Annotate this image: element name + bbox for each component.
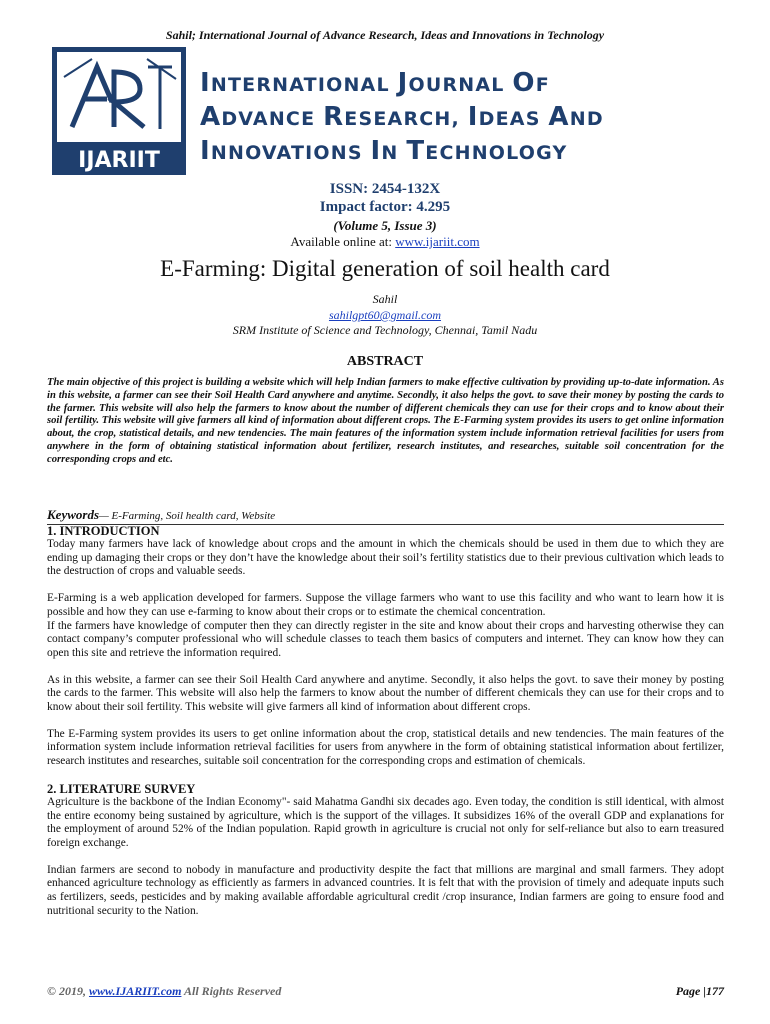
ijariit-logo xyxy=(52,47,186,175)
copyright-prefix: © 2019, xyxy=(47,984,89,998)
copyright-suffix: All Rights Reserved xyxy=(181,984,282,998)
cap-letter: I xyxy=(370,136,382,166)
cap-letter: A xyxy=(200,102,222,132)
paragraph: Today many farmers have lack of knowledge about crops and the amount in which the chemicals should be used in them due to which they are ending up damaging their crops or they don’t have the knowledge about their soil’s fertility statistics due to their previous cultivation which leads to the destruction of crops and valuable seeds. xyxy=(47,538,724,578)
volume-issue: (Volume 5, Issue 3) xyxy=(333,218,437,233)
journal-name xyxy=(200,66,700,168)
word-rest: ECHNOLOGY xyxy=(425,142,568,164)
word-rest: ND xyxy=(569,108,604,130)
keywords-label: Keywords xyxy=(47,507,99,522)
author-email-link[interactable]: sahilgpt60@gmail.com xyxy=(328,308,442,322)
cap-letter: I xyxy=(467,102,479,132)
keywords xyxy=(47,507,724,525)
paragraph: Agriculture is the backbone of the Indian Economy"- said Mahatma Gandhi six decades ago. Even today, the condition is still identical, with almost the entire economy being sustained by agriculture, which is the support of the villages. It subsidizes 16% of the overall GDP and explanations for the employment of around 52% of the Indian population. Rapid growth in agriculture is crucial not only for self-reliance but also to earn treasured foreign exchange. xyxy=(47,795,724,849)
author-name: Sahil xyxy=(372,292,398,306)
impact-factor: Impact factor: 4.295 xyxy=(319,199,451,215)
abstract-heading: ABSTRACT xyxy=(346,354,424,369)
journal-name-line-2 xyxy=(200,100,700,134)
journal-name-line-1 xyxy=(200,66,700,100)
cap-letter: A xyxy=(548,102,570,132)
abstract-text: The main objective of this project is building a website which will help Indian farmers to make effective cultivation by providing up-to-date information. As in this website, a farmer can see their Soil Health Card anywhere and anytime. Secondly, it also helps the govt. to save their money by posting the cards to the farmer. This website will also help the farmers to know about the number of different chemicals they can use for their crops and to know about their soil fertility. This website will give farmers all kind of information about different crops. The E-Farming system provides its users to get online information about, the crop, statistical details, and new tendencies. The main features of the information system include information retrieval facilities for users from anywhere in the form of obtaining statistical information about fertilizer, research institutes, and researches, suitable soil concentration for the corresponding crops and etc. xyxy=(47,377,724,465)
section-heading-introduction: 1. INTRODUCTION xyxy=(47,524,160,538)
available-prefix: Available online at: xyxy=(290,234,396,249)
word-rest: DVANCE xyxy=(221,108,324,130)
copyright xyxy=(47,984,281,998)
page-footer xyxy=(47,984,724,999)
word-rest: F xyxy=(535,74,550,96)
paragraph: As in this website, a farmer can see their Soil Health Card anywhere and anytime. Secondly, it also helps the govt. to save their money by posting the cards to the farmer. This website will also help the farmers to know about the number of different chemicals they can use for their crops and to know about their soil fertility. This website will give farmers all kind of information about different crops. xyxy=(47,673,724,714)
author-affiliation: SRM Institute of Science and Technology, Chennai, Tamil Nadu xyxy=(232,323,538,337)
body-content xyxy=(47,524,724,918)
cap-letter: O xyxy=(512,68,536,98)
word-rest: NTERNATIONAL xyxy=(210,74,398,96)
word-rest: N xyxy=(381,142,407,164)
paper-title: E-Farming: Digital generation of soil health card xyxy=(160,256,610,281)
word-rest: OURNAL xyxy=(408,74,513,96)
section-heading-literature-survey: 2. LITERATURE SURVEY xyxy=(47,781,196,796)
cap-letter: T xyxy=(406,136,426,166)
author-email xyxy=(0,308,770,323)
paragraph: E-Farming is a web application developed for farmers. Suppose the village farmers who want to use this facility and who want to learn how it is possible and how they can use e-farming to know about their crops or to estimate the chemical concentration. xyxy=(47,592,724,618)
journal-website-link[interactable]: www.ijariit.com xyxy=(395,234,480,249)
journal-name-line-3 xyxy=(200,134,700,168)
footer-website-link[interactable]: www.IJARIIT.com xyxy=(88,984,182,998)
issn: ISSN: 2454-132X xyxy=(329,181,441,197)
word-rest: ESEARCH, xyxy=(344,108,468,130)
cap-letter: I xyxy=(200,68,211,98)
paragraph: Indian farmers are second to nobody in manufacture and productivity despite the fact that millions are marginal and small farmers. They adopt enhanced agriculture technology as efficiently as farmers in advanced countries. It is felt that with the provision of timely and adequate inputs such as fertilizers, seeds, pesticides and by making available affordable agricultural credit /crop insurance, Indian farmers are going to ensure food and nutritional security to the Nation. xyxy=(47,863,724,917)
running-head: Sahil; International Journal of Advance Research, Ideas and Innovations in Technology xyxy=(165,28,605,42)
word-rest: DEAS xyxy=(478,108,549,130)
page-number: Page |177 xyxy=(675,984,724,998)
cap-letter: J xyxy=(397,68,409,98)
paragraph: If the farmers have knowledge of computer then they can directly register in the site and know about their crops and harvesting otherwise they can contact company’s computer professional who will schedule classes to teach them basics of computers and internet. They can know how they can open this site and retrieve the information required. xyxy=(47,619,724,659)
paragraph: The E-Farming system provides its users to get online information about the crop, statistical details and new tendencies. The main features of the information system include information retrieval facilities for users from anywhere in the form of obtaining statistical information about fertilizer, research institutes and researches, suitable soil concentration for the corresponding crops and estimation of chemicals. xyxy=(47,727,724,768)
available-online xyxy=(0,234,770,250)
cap-letter: I xyxy=(200,136,211,166)
cap-letter: R xyxy=(323,102,345,132)
keywords-text: — E-Farming, Soil health card, Website xyxy=(99,510,276,522)
word-rest: NNOVATIONS xyxy=(210,142,371,164)
logo-acronym: IJARIIT xyxy=(78,148,160,173)
